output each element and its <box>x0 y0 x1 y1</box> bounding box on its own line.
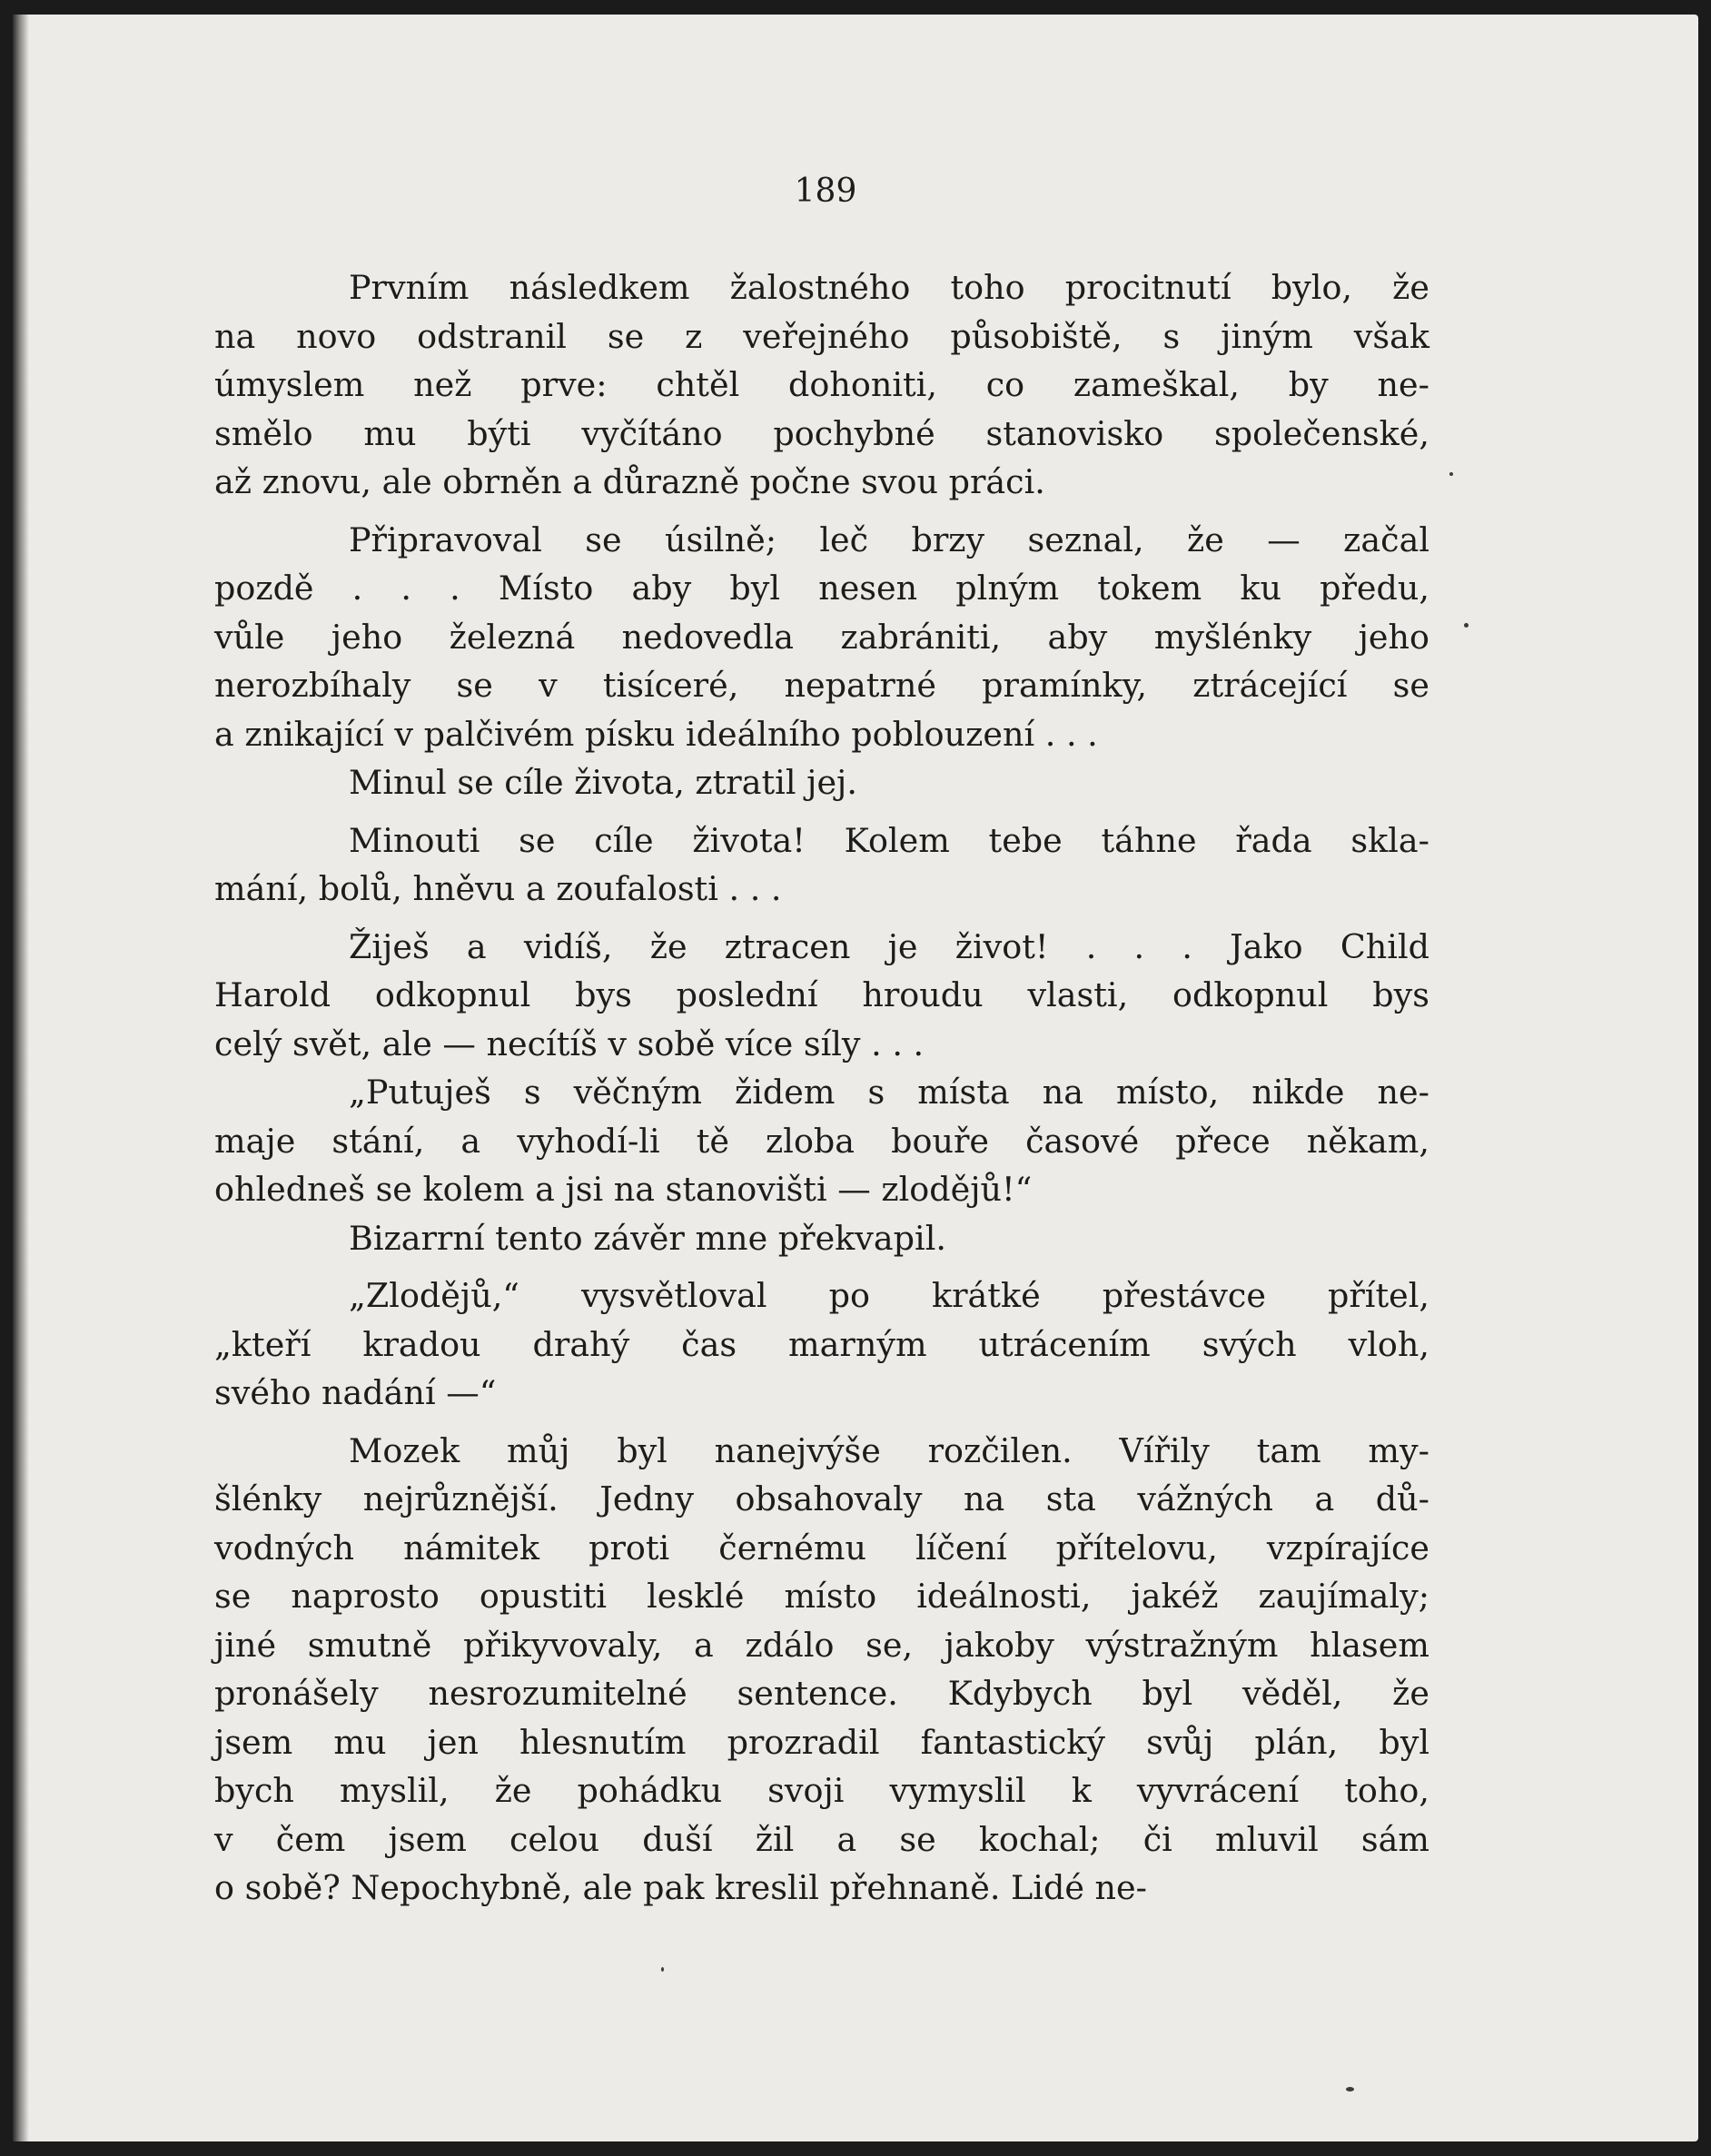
text-line: jiné smutně přikyvovaly, a zdálo se, jakoby výstražným hlasem <box>214 1625 1429 1665</box>
page-gutter-shadow <box>13 15 29 2141</box>
dust-speck <box>1449 472 1453 476</box>
paragraph <box>214 816 1429 914</box>
paragraph <box>214 1271 1429 1418</box>
dust-speck <box>1346 2087 1354 2092</box>
text-line: pronášely nesrozumitelné sentence. Kdybych byl věděl, že <box>214 1674 1429 1713</box>
paragraph <box>214 516 1429 807</box>
paragraph <box>214 923 1429 1263</box>
page-body-text <box>214 263 1429 1913</box>
text-line: úmyslem než prve: chtěl dohoniti, co zameškal, by ne- <box>214 365 1429 404</box>
text-line: Minul se cíle života, ztratil jej. <box>349 763 857 802</box>
text-line: Prvním následkem žalostného toho procitnutí bylo, že <box>349 268 1429 307</box>
text-line: maje stání, a vyhodí-li tě zloba bouře časové přece někam, <box>214 1121 1429 1161</box>
text-line: svého nadání —“ <box>214 1373 497 1412</box>
dust-speck <box>661 1967 664 1972</box>
text-line: jsem mu jen hlesnutím prozradil fantastický svůj plán, byl <box>214 1722 1429 1762</box>
text-line: vůle jeho železná nedovedla zabrániti, aby myšlénky jeho <box>214 617 1429 657</box>
text-line: se naprosto opustiti lesklé místo ideálnosti, jakéž zaujímaly; <box>214 1577 1429 1616</box>
text-line: smělo mu býti vyčítáno pochybné stanovisko společenské, <box>214 413 1429 453</box>
paragraph-gap <box>214 914 1429 923</box>
text-line: ohledneš se kolem a jsi na stanovišti — zlodějů!“ <box>214 1170 1033 1209</box>
text-line: celý svět, ale — necítíš v sobě více síly . . . <box>214 1024 925 1063</box>
text-line: v čem jsem celou duší žil a se kochal; či mluvil sám <box>214 1819 1429 1859</box>
text-line: na novo odstranil se z veřejného působiště, s jiným však <box>214 316 1429 356</box>
text-line: Bizarrní tento závěr mne překvapil. <box>349 1218 946 1258</box>
text-line: šlénky nejrůznější. Jedny obsahovaly na sta vážných a dů- <box>214 1479 1429 1518</box>
text-line: Připravoval se úsilně; leč brzy seznal, že — začal <box>349 519 1429 559</box>
text-line: „kteří kradou drahý čas marným utrácením svých vloh, <box>214 1324 1429 1364</box>
dust-speck <box>1464 623 1469 628</box>
paragraph-gap <box>214 507 1429 516</box>
text-line: Harold odkopnul bys poslední hroudu vlasti, odkopnul bys <box>214 975 1429 1014</box>
paragraph <box>214 263 1429 507</box>
text-line: vodných námitek proti černému líčení přítelovu, vzpírajíce <box>214 1528 1429 1568</box>
paragraph-gap <box>214 1262 1429 1271</box>
paragraph <box>214 1427 1429 1913</box>
text-line: o sobě? Nepochybně, ale pak kreslil přehnaně. Lidé ne- <box>214 1868 1147 1907</box>
text-line: Mozek můj byl nanejvýše rozčilen. Vířily tam my- <box>349 1430 1429 1470</box>
book-page <box>13 15 1698 2141</box>
text-line: a znikající v palčivém písku ideálního poblouzení . . . <box>214 714 1098 754</box>
text-line: „Zlodějů,“ vysvětloval po krátké přestávce přítel, <box>349 1276 1429 1315</box>
page-number: 189 <box>794 173 857 210</box>
text-line: bych myslil, že pohádku svoji vymyslil k vyvrácení toho, <box>214 1771 1429 1810</box>
text-line: mání, bolů, hněvu a zoufalosti . . . <box>214 869 782 908</box>
text-line: „Putuješ s věčným židem s místa na místo, nikde ne- <box>349 1073 1429 1112</box>
text-line: Minouti se cíle života! Kolem tebe táhne řada skla- <box>349 820 1429 860</box>
paragraph-gap <box>214 1418 1429 1427</box>
text-line: až znovu, ale obrněn a důrazně počne svou práci. <box>214 462 1045 501</box>
paragraph-gap <box>214 807 1429 816</box>
text-line: Žiješ a vidíš, že ztracen je život! . . . Jako Child <box>349 926 1429 966</box>
text-line: nerozbíhaly se v tisíceré, nepatrné pramínky, ztrácející se <box>214 666 1429 705</box>
text-line: pozdě . . . Místo aby byl nesen plným tokem ku předu, <box>214 569 1429 608</box>
